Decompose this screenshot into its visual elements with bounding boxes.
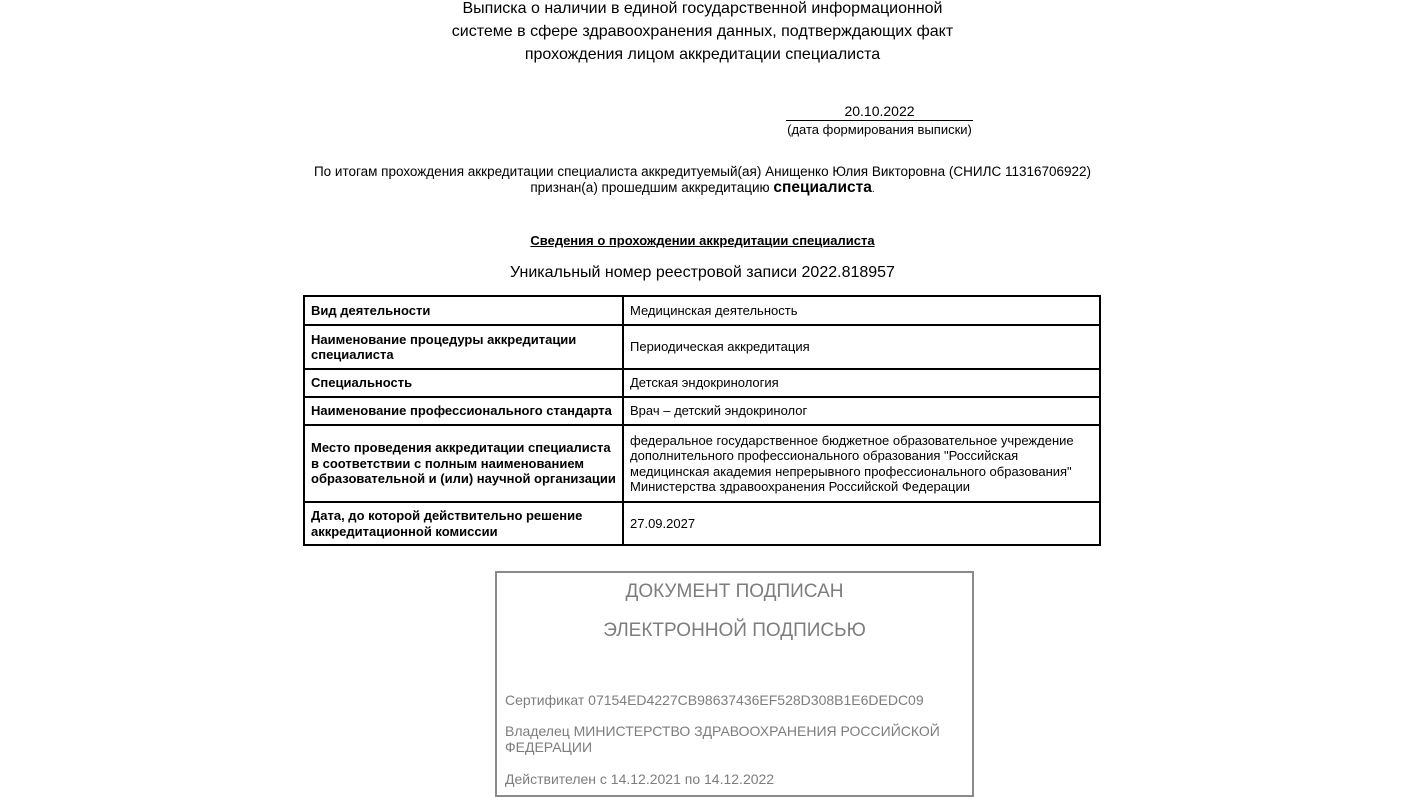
registry-number: Уникальный номер реестровой записи 2022.818957 [510,264,895,281]
accreditation-table [303,295,1101,546]
stamp-heading-line-2: ЭЛЕКТРОННОЙ ПОДПИСЬЮ [603,620,866,641]
stamp-certificate: Сертификат 07154ED4227CB98637436EF528D308B1E6DEDC09 [505,692,924,708]
row-label: Место проведения аккредитации специалиста в соответствии с полным наименованием образовательной и (или) научной организации [304,425,623,502]
document-title [0,0,1405,66]
table-row [304,369,1100,397]
table-row [304,502,1100,545]
issue-date-caption: (дата формирования выписки) [787,122,972,137]
row-label: Вид деятельности [304,296,623,325]
row-label: Наименование профессионального стандарта [304,397,623,425]
table-row [304,397,1100,425]
statement-line-2 [0,180,1405,198]
statement-prefix: признан(а) прошедшим аккредитацию [530,180,774,195]
statement-emphasis: специалиста [773,179,872,196]
document-title-line: прохождения лицом аккредитации специалиста [524,46,881,63]
row-value: Медицинская деятельность [623,296,1100,325]
row-value: 27.09.2027 [623,502,1100,545]
row-value: Периодическая аккредитация [623,325,1100,369]
stamp-owner: Владелец МИНИСТЕРСТВО ЗДРАВООХРАНЕНИЯ РОССИЙСКОЙ ФЕДЕРАЦИИ [505,723,940,755]
stamp-heading-line-1: ДОКУМЕНТ ПОДПИСАН [625,581,844,602]
document-title-line: Выписка о наличии в единой государственной информационной [462,0,943,17]
statement-line-1: По итогам прохождения аккредитации специалиста аккредитуемый(ая) Анищенко Юлия Викторовна (СНИЛС 11316706922) [313,164,1092,179]
issue-date-block [781,103,978,138]
issue-date: 20.10.2022 [786,103,973,121]
section-heading: Сведения о прохождении аккредитации специалиста [530,233,875,248]
accreditation-statement [0,164,1405,198]
row-value: Врач – детский эндокринолог [623,397,1100,425]
row-label: Наименование процедуры аккредитации специалиста [304,325,623,369]
electronic-signature-stamp [495,571,974,797]
table-row [304,296,1100,325]
row-label: Специальность [304,369,623,397]
row-value: Детская эндокринология [623,369,1100,397]
statement-suffix: . [871,184,875,195]
table-row [304,325,1100,369]
row-value: федеральное государственное бюджетное образовательное учреждение дополнительного профессионального образования "Российская медицинская академия непрерывного профессионального образования" Министерства здравоохранения Российской Федерации [623,425,1100,502]
row-label: Дата, до которой действительно решение аккредитационной комиссии [304,502,623,545]
document-title-line: системе в сфере здравоохранения данных, подтверждающих факт [451,23,954,40]
table-row [304,425,1100,502]
stamp-validity: Действителен с 14.12.2021 по 14.12.2022 [505,771,775,787]
